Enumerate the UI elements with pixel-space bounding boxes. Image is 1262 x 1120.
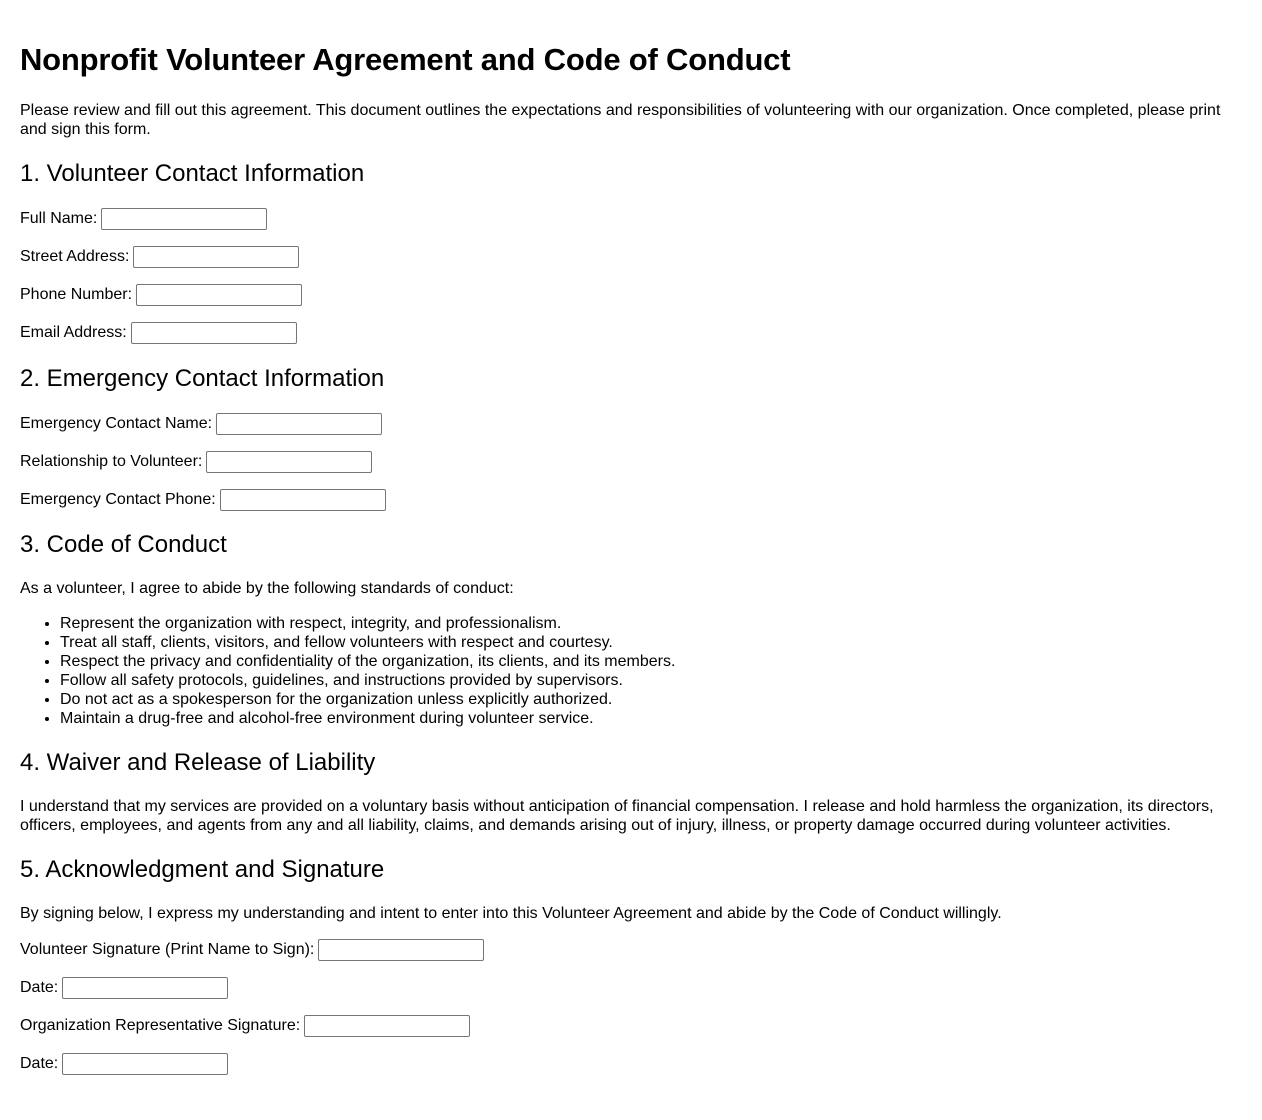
- representative-date-input[interactable]: [62, 1053, 228, 1075]
- conduct-list: [20, 614, 675, 728]
- section-heading-conduct: 3. Code of Conduct: [20, 531, 227, 558]
- section-heading-waiver: 4. Waiver and Release of Liability: [20, 749, 376, 776]
- list-item: • Respect the privacy and confidentiality of the organization, its clients, and its members.: [60, 652, 675, 671]
- volunteer-date-row: [20, 976, 228, 1000]
- email-address-label: Email Address:: [20, 324, 127, 341]
- volunteer-date-input[interactable]: [62, 977, 228, 999]
- list-item: • Treat all staff, clients, visitors, and fellow volunteers with respect and courtesy.: [60, 633, 675, 652]
- relationship-input[interactable]: [206, 451, 372, 473]
- section-heading-signature: 5. Acknowledgment and Signature: [20, 856, 385, 883]
- waiver-text: I understand that my services are provided on a voluntary basis without anticipation of financial compensation. I release and hold harmless the organization, its directors, officers, employees, and agents from any and all liability, claims, and demands arising out of injury, illness, or property damage occurred during volunteer activities.: [20, 798, 1214, 834]
- section-heading-emergency: 2. Emergency Contact Information: [20, 365, 385, 392]
- representative-signature-input[interactable]: [304, 1015, 470, 1037]
- street-address-row: [20, 245, 299, 269]
- list-item: • Represent the organization with respect, integrity, and professionalism.: [60, 614, 675, 633]
- full-name-input[interactable]: [101, 208, 267, 230]
- volunteer-signature-input[interactable]: [318, 939, 484, 961]
- email-address-row: [20, 321, 297, 345]
- page-title: Nonprofit Volunteer Agreement and Code of Conduct: [20, 42, 791, 77]
- representative-date-label: Date:: [20, 1055, 59, 1072]
- phone-number-label: Phone Number:: [20, 286, 133, 303]
- conduct-lead-text: As a volunteer, I agree to abide by the following standards of conduct:: [20, 580, 514, 597]
- relationship-label: Relationship to Volunteer:: [20, 453, 203, 470]
- relationship-row: [20, 450, 372, 474]
- representative-date-row: [20, 1052, 228, 1076]
- list-item: • Do not act as a spokesperson for the organization unless explicitly authorized.: [60, 690, 675, 709]
- section-heading-contact: 1. Volunteer Contact Information: [20, 160, 365, 187]
- emergency-phone-label: Emergency Contact Phone:: [20, 491, 216, 508]
- list-item: • Follow all safety protocols, guidelines, and instructions provided by supervisors.: [60, 671, 675, 690]
- intro-text: Please review and fill out this agreement. This document outlines the expectations and responsibilities of volunteering with our organization. Once completed, please print and sign this form.: [20, 102, 1221, 138]
- street-address-input[interactable]: [133, 246, 299, 268]
- volunteer-date-label: Date:: [20, 979, 59, 996]
- email-address-input[interactable]: [131, 322, 297, 344]
- phone-number-row: [20, 283, 302, 307]
- emergency-name-input[interactable]: [216, 413, 382, 435]
- representative-signature-label: Organization Representative Signature:: [20, 1017, 301, 1034]
- volunteer-signature-label: Volunteer Signature (Print Name to Sign):: [20, 941, 315, 958]
- list-item: • Maintain a drug-free and alcohol-free environment during volunteer service.: [60, 709, 675, 728]
- emergency-phone-input[interactable]: [220, 489, 386, 511]
- street-address-label: Street Address:: [20, 248, 130, 265]
- volunteer-signature-row: [20, 938, 484, 962]
- emergency-name-row: [20, 412, 382, 436]
- phone-number-input[interactable]: [136, 284, 302, 306]
- emergency-phone-row: [20, 488, 386, 512]
- emergency-name-label: Emergency Contact Name:: [20, 415, 213, 432]
- acknowledgment-text: By signing below, I express my understanding and intent to enter into this Volunteer Agreement and abide by the Code of Conduct willingly.: [20, 905, 1002, 922]
- representative-signature-row: [20, 1014, 470, 1038]
- full-name-label: Full Name:: [20, 210, 98, 227]
- full-name-row: [20, 207, 267, 231]
